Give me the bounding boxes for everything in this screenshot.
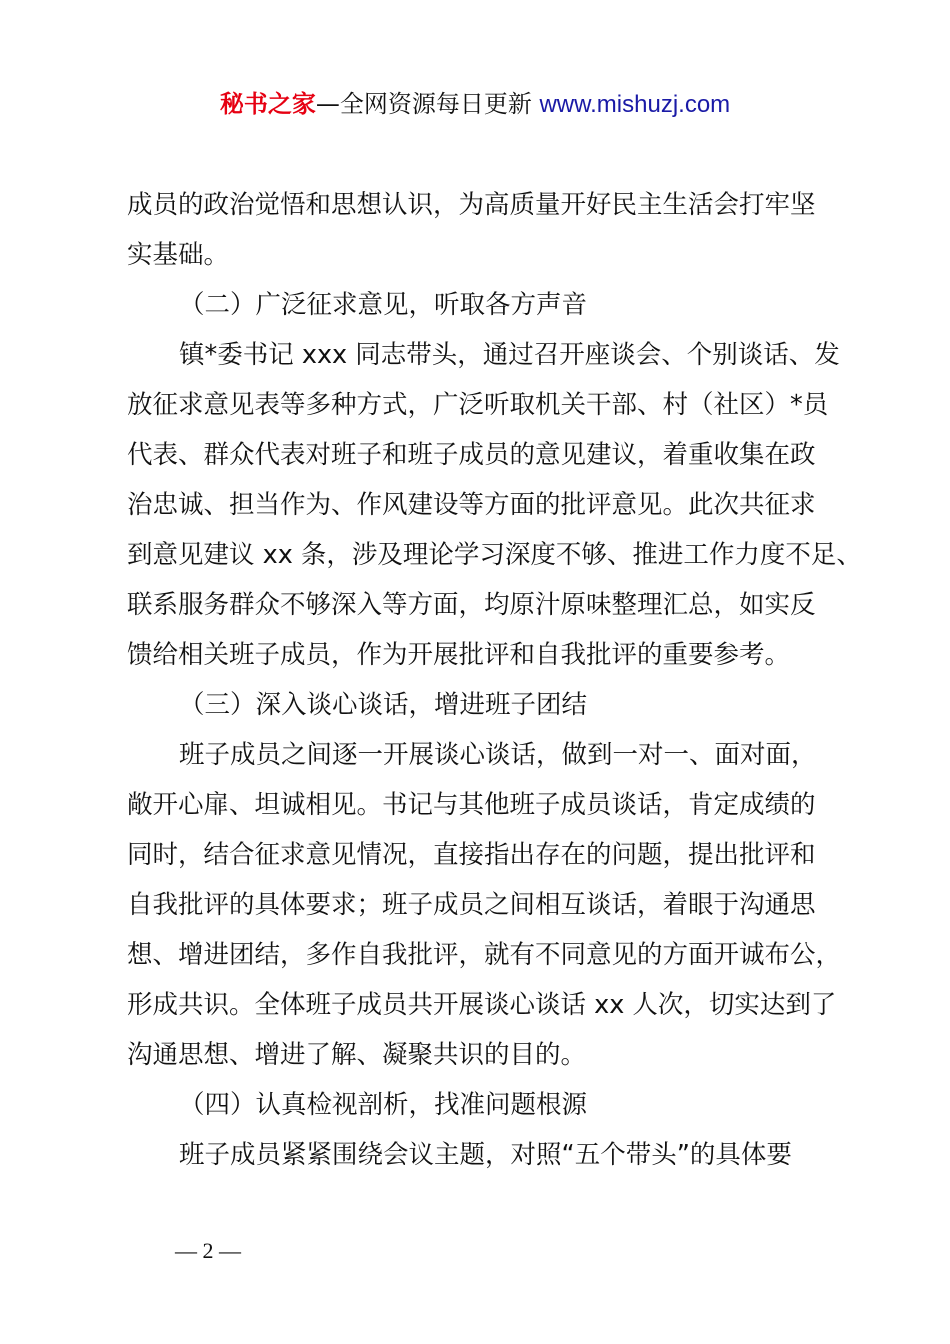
text-line: 实基础。 (127, 240, 230, 270)
text-line: 班子成员之间逐一开展谈心谈话，做到一对一、面对面， (179, 740, 817, 770)
page-header (0, 86, 950, 123)
text-line: 到意见建议 xx 条，涉及理论学习深度不够、推进工作力度不足、 (127, 540, 862, 570)
text-line: 联系服务群众不够深入等方面，均原汁原味整理汇总，如实反 (127, 590, 816, 620)
header-tagline: —全网资源每日更新 (315, 90, 540, 118)
text-line: （二）广泛征求意见，听取各方声音 (179, 290, 588, 320)
text-line: 班子成员紧紧围绕会议主题，对照“五个带头”的具体要 (179, 1140, 792, 1170)
text-line: 镇*委书记 xxx 同志带头，通过召开座谈会、个别谈话、发 (179, 340, 840, 370)
brand-name: 秘书之家 (219, 90, 316, 118)
text-line: 沟通思想、增进了解、凝聚共识的目的。 (127, 1040, 587, 1070)
text-line: 馈给相关班子成员，作为开展批评和自我批评的重要参考。 (127, 640, 791, 670)
document-body (127, 180, 862, 1180)
page-number: — 2 — (175, 1238, 241, 1263)
text-line: 代表、群众代表对班子和班子成员的意见建议，着重收集在政 (127, 440, 816, 470)
text-line: （三）深入谈心谈话，增进班子团结 (179, 690, 588, 720)
text-line: 敞开心扉、坦诚相见。书记与其他班子成员谈话，肯定成绩的 (127, 790, 816, 820)
text-line: （四）认真检视剖析，找准问题根源 (179, 1090, 588, 1120)
text-line: 放征求意见表等多种方式，广泛听取机关干部、村（社区）*员 (127, 390, 829, 420)
text-line: 形成共识。全体班子成员共开展谈心谈话 xx 人次，切实达到了 (127, 990, 837, 1020)
text-line: 想、增进团结，多作自我批评，就有不同意见的方面开诚布公， (127, 940, 842, 970)
text-line: 自我批评的具体要求；班子成员之间相互谈话，着眼于沟通思 (127, 890, 816, 920)
text-line: 同时，结合征求意见情况，直接指出存在的问题，提出批评和 (127, 840, 816, 870)
text-line: 成员的政治觉悟和思想认识，为高质量开好民主生活会打牢坚 (127, 190, 816, 220)
header-url[interactable]: www.mishuzj.com (539, 91, 731, 118)
text-line: 治忠诚、担当作为、作风建设等方面的批评意见。此次共征求 (127, 490, 816, 520)
